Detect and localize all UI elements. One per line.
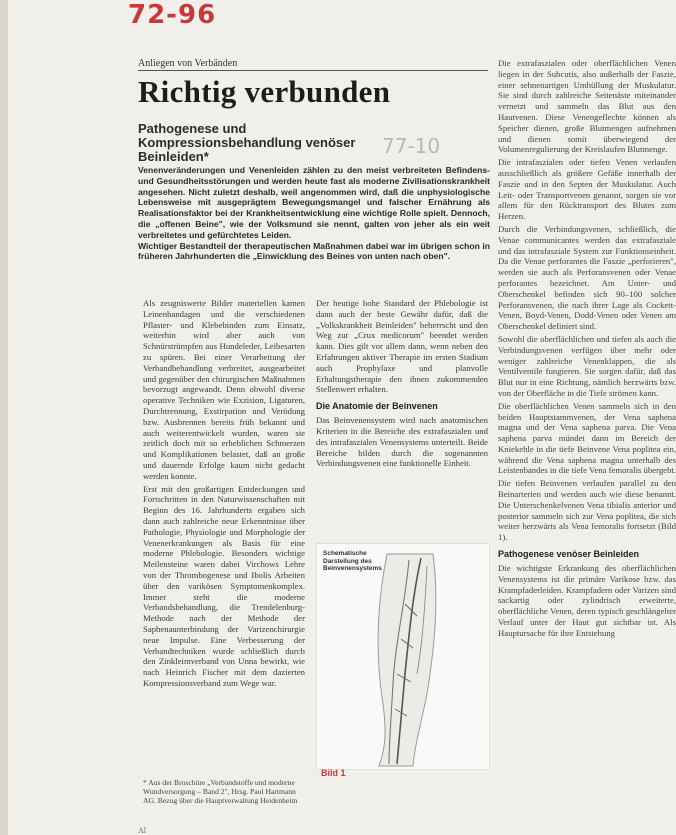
page-footer: Al: [138, 826, 146, 835]
figure-caption: Schematische Darstellung des Beinvenensystems: [323, 550, 382, 572]
lead-text-1: Venenveränderungen und Venenleiden zählen zu den meist verbreiteten Befindens- und Gesundheitsstörungen und werden heute fast als moderne Zivilisationskrankheit angesehen. Nicht zuletzt deshalb, weil angenommen wird, daß die unphysiologische Lebensweise mit ausgeprägtem Bewegungsmangel und falscher Ernährung als Realisationsfaktor bei der Krankheitsentwicklung eine wichtige Rolle spielt. Dennoch, die „offenen Beine", wie der Volksmund sie nennt, galten von jeher als ein weit verbreitetes und gefürchtetes Leiden.: [138, 165, 490, 240]
article-subtitle: Pathogenese und Kompressionsbehandlung venöser Beinleiden*: [138, 121, 356, 164]
col3-paragraph-7: Die wichtigste Erkrankung des oberflächlichen Venensystems ist die primäre Varikose bzw. das Krampfaderleiden. Krampfadern oder Varizen sind sackartig oder zylindrisch erweiterte, oberflächliche Venen, deren typisch geschlängelter Verlauf unter der Haut gut sichtbar ist. Als Hauptursache für ihre Entstehung: [498, 563, 676, 638]
leg-vein-illustration: [316, 543, 490, 770]
body-column-3: [498, 58, 676, 641]
handwritten-note: 77-10: [382, 134, 441, 158]
col3-paragraph-6: Die tiefen Beinvenen verlaufen parallel zu den Beinarterien und werden auch wie diese benannt. Die Unterschenkelvenen Vena tibialis anterior und posterior sammeln sich zur Vena poplitea, die sich weiter herzwärts als Vena femoralis fortsetzt (Bild 1).: [498, 478, 676, 543]
col3-heading: Pathogenese venöser Beinleiden: [498, 549, 640, 560]
body-column-2: [316, 298, 488, 471]
col3-paragraph-5: Die oberflächlichen Venen sammeln sich in den beiden Hauptstammvenen, der Vena saphena magna und der Vena saphena parva. Die Vena saphena parva mündet dann im Bereich der Kniekehle in die tiefe Beinvene Vena poplitea ein, während die Vena saphena magna unterhalb des Leistenbandes in die tiefe Vena femoralis übergeht.: [498, 400, 676, 476]
rubric-divider: [138, 70, 488, 71]
col3-paragraph-2: Die intrafaszialen oder tiefen Venen verlaufen ausschließlich als größere Gefäße innerhalb der Faszie und in den Septen der Muskulatur. Auch Leit- oder Transportvenen genannt, sorgen sie vor allem für den Rücktransport des Blutes zum Herzen.: [498, 157, 676, 222]
col1-paragraph-1: Als zeugniswerte Bilder materiellen kamen Leinenbandagen und die verschiedenen Pflaster- und Klebebinden zum Einsatz, weiterhin wird aber auch von Schnürstrümpfen aus Hundeleder, Leibesarten zu spüren. Bei einer Verarbeitung der Verbandbehandlung verbreitet, ausgearbeitet und gegenüber den chirurgischen Maßnahmen bevorzugt angewandt. Denn obwohl diverse operative Techniken wie Exzision, Ligaturen, Durchtrennung, Exstirpation und Verödung bzw. Ausbrennen bereits früh bekannt und auch weiterentwickelt wurden, waren sie zeitlich doch mit so erheblichen Schmerzen und Komplikationen belastet, daß an große und dauernde Erfolge kaum nicht gedacht werden konnte.: [143, 298, 305, 481]
article-title: Richtig verbunden: [138, 74, 391, 109]
figure-label: Bild 1: [321, 768, 346, 778]
binding-edge: [0, 0, 8, 835]
col2-paragraph-1: Der heutige hohe Standard der Phlebologie ist dann auch der beste Gewähr dafür, daß die „Volkskrankheit Beinleiden" beherrscht und den Weg zur „Crux medicorum" beendet werden kann. Dies gilt vor allem dann, wenn neben den Erfahrungen aktiver Therapie im ersten Stadium auch Prophylaxe und planvolle Erhaltungstherapie den ihnen zukommenden Stellenwert erhalten.: [316, 298, 488, 395]
col3-paragraph-1: Die extrafaszialen oder oberflächlichen Venen liegen in der Subcutis, also außerhalb der Faszie, einer sehnenartigen Umhüllung der Muskulatur. Sie sind durch zahlreiche Seitenäste miteinander vernetzt und sammeln das Blut aus den Hautvenen. Diese Venengeflechte können als Speicher dienen, große Blutmengen aufnehmen und dienen somit überwiegend der Volumenregulierung der Kreislaufen Blutmenge.: [498, 58, 676, 155]
col3-paragraph-3: Durch die Verbindungsvenen, schließlich, die Venae communicantes werden das extrafasziale und das intrafasziale System zur Funktionseinheit. Da die Venae perforantes die Faszie „perforieren", werden sie auch als Perforansvenen oder Venae perforantes bezeichnet. Am Unter- und Oberschenkel befinden sich 90–100 solcher Perforansvenen, die nach ihrer Lage als Cockett-Venen, Boyd-Venen, Dodd-Venen oder Venen am Oberschenkel definiert sind.: [498, 223, 676, 332]
col2-heading: Die Anatomie der Beinvenen: [316, 401, 438, 412]
col1-paragraph-2: Erst mit den großartigen Entdeckungen und Fortschritten in den Naturwissenschaften mit Beginn des 16. Jahrhunderts ergaben sich dann auch zahlreiche neue Erkenntnisse über Pathologie, Physiologie und Morphologie der Venenerkrankungen als Basis für eine moderne Phlebologie. Besonders wichtige Meilensteine waren dabei Virchows Lehre von der Thrombogenese und Ibolis Arbeiten über den varikösen Symptomenkomplex. Immer steht die moderne Verbandsbehandlung, die Trendelenburg-Methode nach der Methode der Saphenaunterbindung der Varizenchirurgie neue Impulse. Eine Verbesserung der Verbandtechniken wurde schließlich durch den Zinkleimverband von Unna bewirkt, wie nach Heinrich Fischer mit dem dazierten Kompressionsverband zum Wege war.: [143, 483, 305, 688]
body-column-1: [143, 298, 305, 691]
leg-vein-drawing: [317, 544, 489, 769]
col3-paragraph-4: Sowohl die oberflächlichen und tiefen als auch die Verbindungsvenen verfügen über mehr oder weniger zahlreiche Venenklappen, die als Ventilventile fungieren. Sie sorgen dafür, daß das Blut nur in eine Richtung, nämlich herzwärts bzw. von der Oberfläche in die Tiefe strömen kann.: [498, 333, 676, 398]
lead-text-2: Wichtiger Bestandteil der therapeutischen Maßnahmen dabei war im übrigen schon in früheren Jahrhunderten die „Einwicklung des Beines von unten nach oben".: [138, 240, 490, 262]
col2-paragraph-2: Das Beinvenensystem wird nach anatomischen Kriterien in die Bereiche des extrafaszialen und des intrafaszialen Venensystems unterteilt. Beide Bereiche bilden durch die sogenannten Verbindungsvenen eine funktionelle Einheit.: [316, 415, 488, 469]
section-rubric: Anliegen von Verbänden: [138, 58, 238, 69]
handwritten-page-number: 72-96: [128, 0, 217, 30]
footnote: * Aus der Broschüre „Verbandstoffe und moderne Wundversorgung – Band 2", Hrsg. Paul Hartmann AG. Bezug über die Hauptverwaltung Heidenheim: [143, 778, 298, 805]
lead-paragraph: [138, 165, 490, 262]
